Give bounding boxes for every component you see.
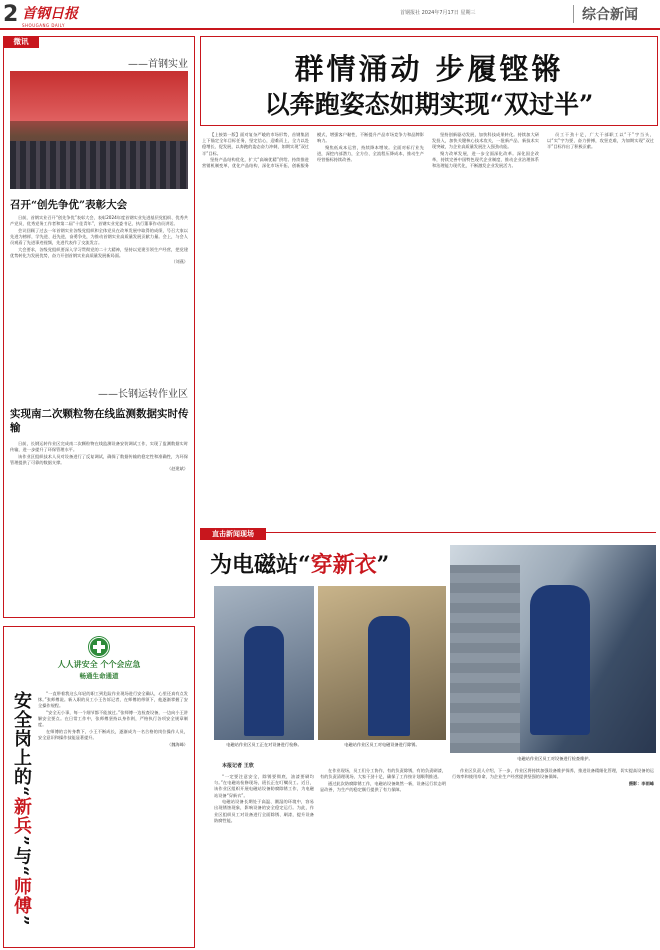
paragraph: 在作业现场，员工们分工协作，有的负责除锈，有的负责刷漆，有的负责清理现场，大家干劲十足，确保了工作按计划顺利推进。 (320, 768, 446, 780)
photo-caption-right: 电磁站作业区员工对设备进行检查维护。 (517, 756, 593, 761)
photo-caption-1: 电磁站作业区员工正在对设备进行检修。 (226, 742, 302, 747)
headline-text-3: ” (11, 915, 32, 927)
photo-caption-2: 电磁站作业区员工对电磁设备进行除锈。 (344, 742, 420, 747)
banner-line-2: 畅通生命通道 (79, 672, 119, 680)
headline-text-2: ”与“ (11, 835, 32, 878)
safety-emblem-icon (89, 637, 109, 657)
feature-headline-text-1: 为电磁站“ (210, 552, 311, 578)
paragraph: 坚持创新驱动发展，加快科技成果转化。持续加大研发投入，加快关键核心技术攻关，一批新产品、新技术实现突破，为企业高质量发展注入强劲动能。 (432, 132, 539, 150)
paragraph: “一直带着我这么年轻的职工到危险作业现场进行安全确认，心里还真有点发怵。”张师傅说。新入职的员工小王告诉记者，在师傅的带领下，他逐渐掌握了安全操作规程。 (38, 691, 188, 709)
feature-byline: 本报记者 王欣 (222, 763, 254, 769)
photo-cabinet (450, 565, 520, 753)
paragraph: 作业区负责人介绍，下一步，作业区将持续加强设备维护保养，推进设备精细化管理，切实提高设备的运行效率和使用寿命，为企业生产经营提供坚强的设备保障。 (452, 768, 654, 780)
photo-meeting-crowd (10, 141, 188, 189)
paragraph: 通过此次防腐除锈工作，电磁站设备焕然一新，设备运行状态明显改善，为生产的稳定顺行提供了有力保障。 (320, 780, 446, 792)
logo-sub: SHOUGANG DAILY (22, 23, 65, 28)
photo-meeting (10, 71, 188, 189)
headline-2 (10, 407, 190, 435)
feature-headline-word: 穿新衣 (310, 552, 377, 578)
byline: （赵建斌） (167, 466, 188, 472)
weixun-tag (3, 36, 39, 48)
main-body (202, 132, 654, 522)
paragraph: 在师傅的言传身教下，小王不断成长，逐渐成为一名合格的岗位操作人员，安全意识和操作技能显著提升。 (38, 728, 188, 741)
masthead-rule (0, 28, 660, 30)
headline-2-text: 实现南二次颗粒物在线监测数据实时传输 (10, 408, 189, 434)
paragraph: 电磁站设备长期处于高温、潮湿的环境中，容易出现锈蚀现象，影响设备的安全稳定运行。为此，作业区组织员工对设备进行全面除锈、刷漆，提升设备防腐性能。 (214, 799, 314, 823)
photo-worker-2 (318, 586, 446, 740)
section-title: 综合新闻 (582, 7, 638, 23)
banner-line-1: 人人讲安全 个个会应急 (57, 660, 141, 669)
paragraph: 【上接第一版】面对复杂严峻的市场形势，首钢集团上下锚定全年目标任务，坚定信心，迎难而上，全力以赴稳增长、促发展，以奔跑的姿态奋力冲刺，如期实现“双过半”目标。 (202, 132, 309, 156)
photo-worker-2-figure (368, 616, 410, 736)
photo-credit: 摄影：李雨峰 (628, 780, 654, 786)
paragraph: 会议回顾了过去一年首钢实业各级党组织和全体党员在改革发展中取得的成绩，号召大家以先进为榜样，学先进、赶先进，奋勇争先，为推动首钢实业高质量发展贡献力量。会上，与会人员观看了先进事迹视频，先进代表作了交流发言。 (10, 227, 188, 246)
photo-workers-right (450, 545, 656, 753)
paragraph: 员工干劲十足，广大干部职工以“干”字当头，以“实”字为要，奋力拼搏，攻坚克难，为如期实现“双过半”目标作出了积极贡献。 (547, 132, 654, 150)
left-bottom-article (3, 626, 195, 948)
paragraph: 聚力改革发展，进一步全面深化改革。深化国企改革，持续完善中国特色现代企业制度，推动企业治理体系和治理能力现代化，不断激发企业发展活力。 (432, 150, 539, 169)
byline: （魏海峰） (167, 741, 188, 747)
photo-worker-figure (530, 585, 590, 735)
masthead (0, 0, 660, 30)
paragraph: 该作业区组织技术人员对设备进行了反复调试，确保了数据传输的稳定性和准确性，为环保管理提供了可靠的数据支撑。 (10, 453, 188, 465)
section-divider (573, 5, 574, 23)
dept-label: ——首钢实业 (128, 59, 188, 70)
article-body-2 (10, 441, 188, 473)
logo-text: 首钢日报 (22, 6, 78, 22)
paragraph: “安全无小事，每一个细节都不能放过。”张师傅一边检查设备，一边向小王讲解安全要点。在日常工作中，张师傅坚持以身作则，严格执行各项安全规章制度。 (38, 709, 188, 728)
feature-body-col2 (320, 768, 446, 793)
paragraph: 日前，长钢运转作业区完成南二次颗粒物在线监测设备安装调试工作，实现了监测数据实时传输，进一步提升了环保管理水平。 (10, 441, 188, 453)
paragraph: 坚持产品结构优化，扩大“高端优精”供给。持续推进营销机制变革，优化产品结构，深化市场开拓，创新服务模式，增强客户黏性，不断提升产品市场竞争力和品牌影响力。 (202, 132, 424, 169)
feature-rule (200, 532, 656, 533)
dept-label-2: ——长钢运转作业区 (98, 389, 188, 400)
vertical-headline (10, 691, 32, 926)
feature-headline-text-2: ” (376, 552, 390, 578)
photo-worker-1-figure (244, 626, 284, 736)
safety-banner (24, 637, 174, 683)
feature-tag (200, 528, 266, 540)
article-body (38, 691, 188, 748)
headline: 召开“创先争优”表彰大会 (10, 199, 128, 211)
headline-text-1: 安全岗上的“ (11, 691, 32, 798)
paragraph: 大会要求，各级党组织要深入学习贯彻党的二十大精神，坚持以党建引领生产经营，把党建优势转化为发展优势，奋力开创首钢实业高质量发展新局面。 (10, 246, 188, 258)
masthead-meta: 首钢报社 2024年7月17日 星期三 (400, 10, 476, 16)
photo-worker-1 (214, 586, 314, 740)
left-top-article (3, 36, 195, 618)
feature-tag-label: 直击新闻现场 (212, 530, 254, 538)
masthead-logo (22, 3, 78, 28)
main-headline-box (200, 36, 658, 126)
main-article (200, 36, 656, 526)
headline-word-1: 新兵 (11, 797, 32, 836)
headline-word-2: 师傅 (11, 877, 32, 916)
feature-body-col1 (214, 774, 314, 824)
byline: （刘燕） (171, 259, 188, 265)
feature-body-col3 (452, 768, 654, 787)
feature-headline (210, 548, 389, 579)
main-headline-2: 以奔跑姿态如期实现“双过半” (264, 90, 594, 119)
main-headline-1: 群情涌动 步履铿锵 (294, 52, 564, 86)
paragraph: 日前，首钢实业召开“创先争优”表彰大会，表彰2024年度首钢实业先进基层党组织、优秀共产党员、优秀党务工作者和第二届“十佳青年”，首钢实业党委书记、执行董事作动员讲话。 (10, 215, 188, 227)
page-number: 2 (3, 2, 19, 27)
photo-meeting-stage (10, 71, 188, 121)
paragraph: “一定要注意安全，除锈要彻底，油漆要刷均匀。”在电磁站检修现场，班长正在叮嘱员工。近日，该作业区组织开展电磁站设备防腐除锈工作，为电磁站设备“穿新衣”。 (214, 774, 314, 798)
article-body (10, 215, 188, 266)
paragraph: 聚焦低成本运营，持续降本增效。全面对标行业先进，深挖内部潜力，全方位、全流程压降成本，推动生产经营指标持续改善。 (317, 144, 424, 163)
weixun-tag-label: 微讯 (13, 37, 29, 46)
